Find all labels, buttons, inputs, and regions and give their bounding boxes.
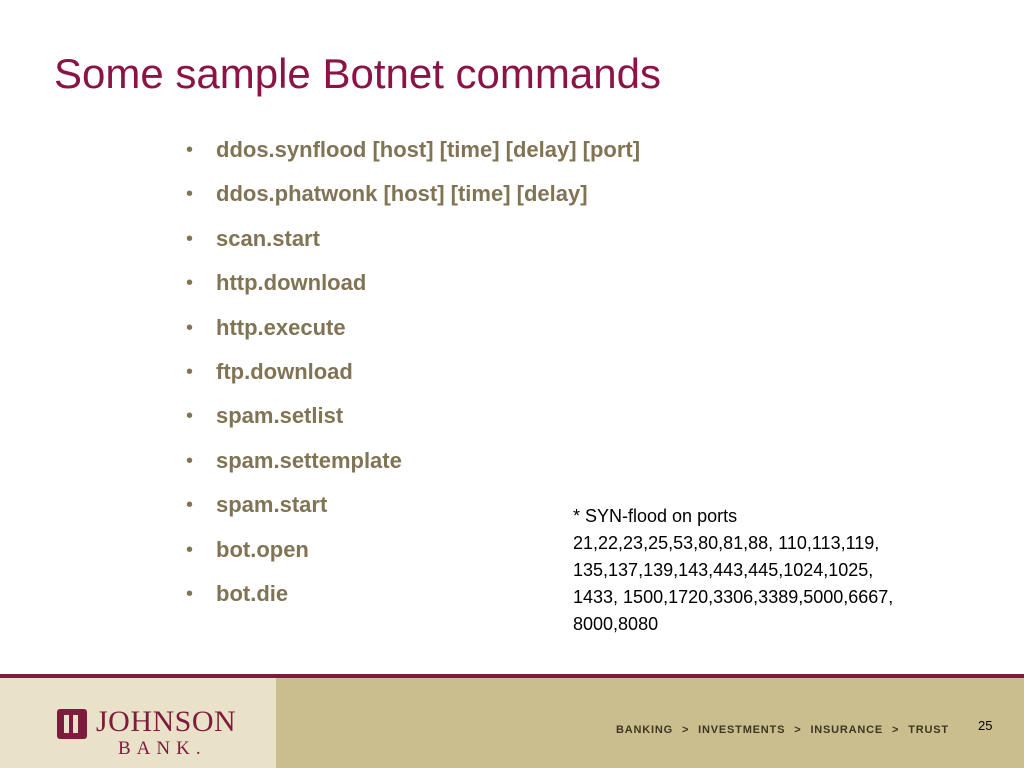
bullet-icon: • (186, 582, 194, 605)
note-line: 8000,8080 (573, 614, 659, 634)
johnson-bank-logo-icon (57, 709, 87, 739)
bullet-icon: • (186, 139, 194, 161)
note-line: * SYN-flood on ports (573, 506, 738, 526)
list-item-text: ddos.synflood [host] [time] [delay] [port] (216, 137, 641, 162)
note-line: 21,22,23,25,53,80,81,88, 110,113,119, (573, 533, 880, 553)
bullet-icon: • (186, 538, 194, 561)
list-item-text: spam.settemplate (216, 447, 402, 473)
bullet-icon: • (186, 494, 194, 517)
nav-item-banking: BANKING (616, 724, 673, 736)
nav-item-investments: INVESTMENTS (698, 724, 786, 736)
list-item-text: ftp.download (216, 358, 353, 384)
nav-separator: > (794, 724, 802, 736)
nav-item-trust: TRUST (908, 724, 949, 736)
bullet-icon: • (186, 449, 194, 472)
bullet-icon: • (186, 405, 194, 428)
slide-title: Some sample Botnet commands (54, 50, 661, 97)
nav-separator: > (892, 724, 900, 736)
list-item-text: ddos.phatwonk [host] [time] [delay] (216, 181, 588, 207)
list-item-text: http.execute (216, 314, 346, 340)
list-item-text: bot.die (216, 580, 289, 606)
nav-item-insurance: INSURANCE (810, 724, 884, 736)
logo-panel (0, 678, 276, 768)
logo-subtitle: BANK. (118, 738, 207, 759)
list-item-text: scan.start (216, 225, 320, 251)
nav-separator: > (681, 724, 690, 736)
list-item-text: bot.open (216, 536, 309, 562)
syn-flood-note (573, 503, 1003, 638)
bullet-icon: • (186, 183, 194, 206)
footer (0, 674, 1024, 768)
note-line: 1433, 1500,1720,3306,3389,5000,6667, (573, 587, 894, 607)
list-item-text: spam.start (216, 492, 328, 518)
list-item-text: spam.setlist (216, 403, 344, 429)
bullet-icon: • (186, 316, 194, 339)
note-line: 135,137,139,143,443,445,1024,1025, (573, 560, 874, 580)
list-item-text: http.download (216, 270, 367, 296)
bullet-icon: • (186, 360, 194, 383)
nav-panel (276, 678, 1024, 768)
bullet-icon: • (186, 227, 194, 250)
logo-name: JOHNSON (96, 705, 237, 738)
page-number: 25 (978, 718, 993, 733)
footer-nav (616, 723, 949, 737)
bullet-icon: • (186, 272, 194, 295)
